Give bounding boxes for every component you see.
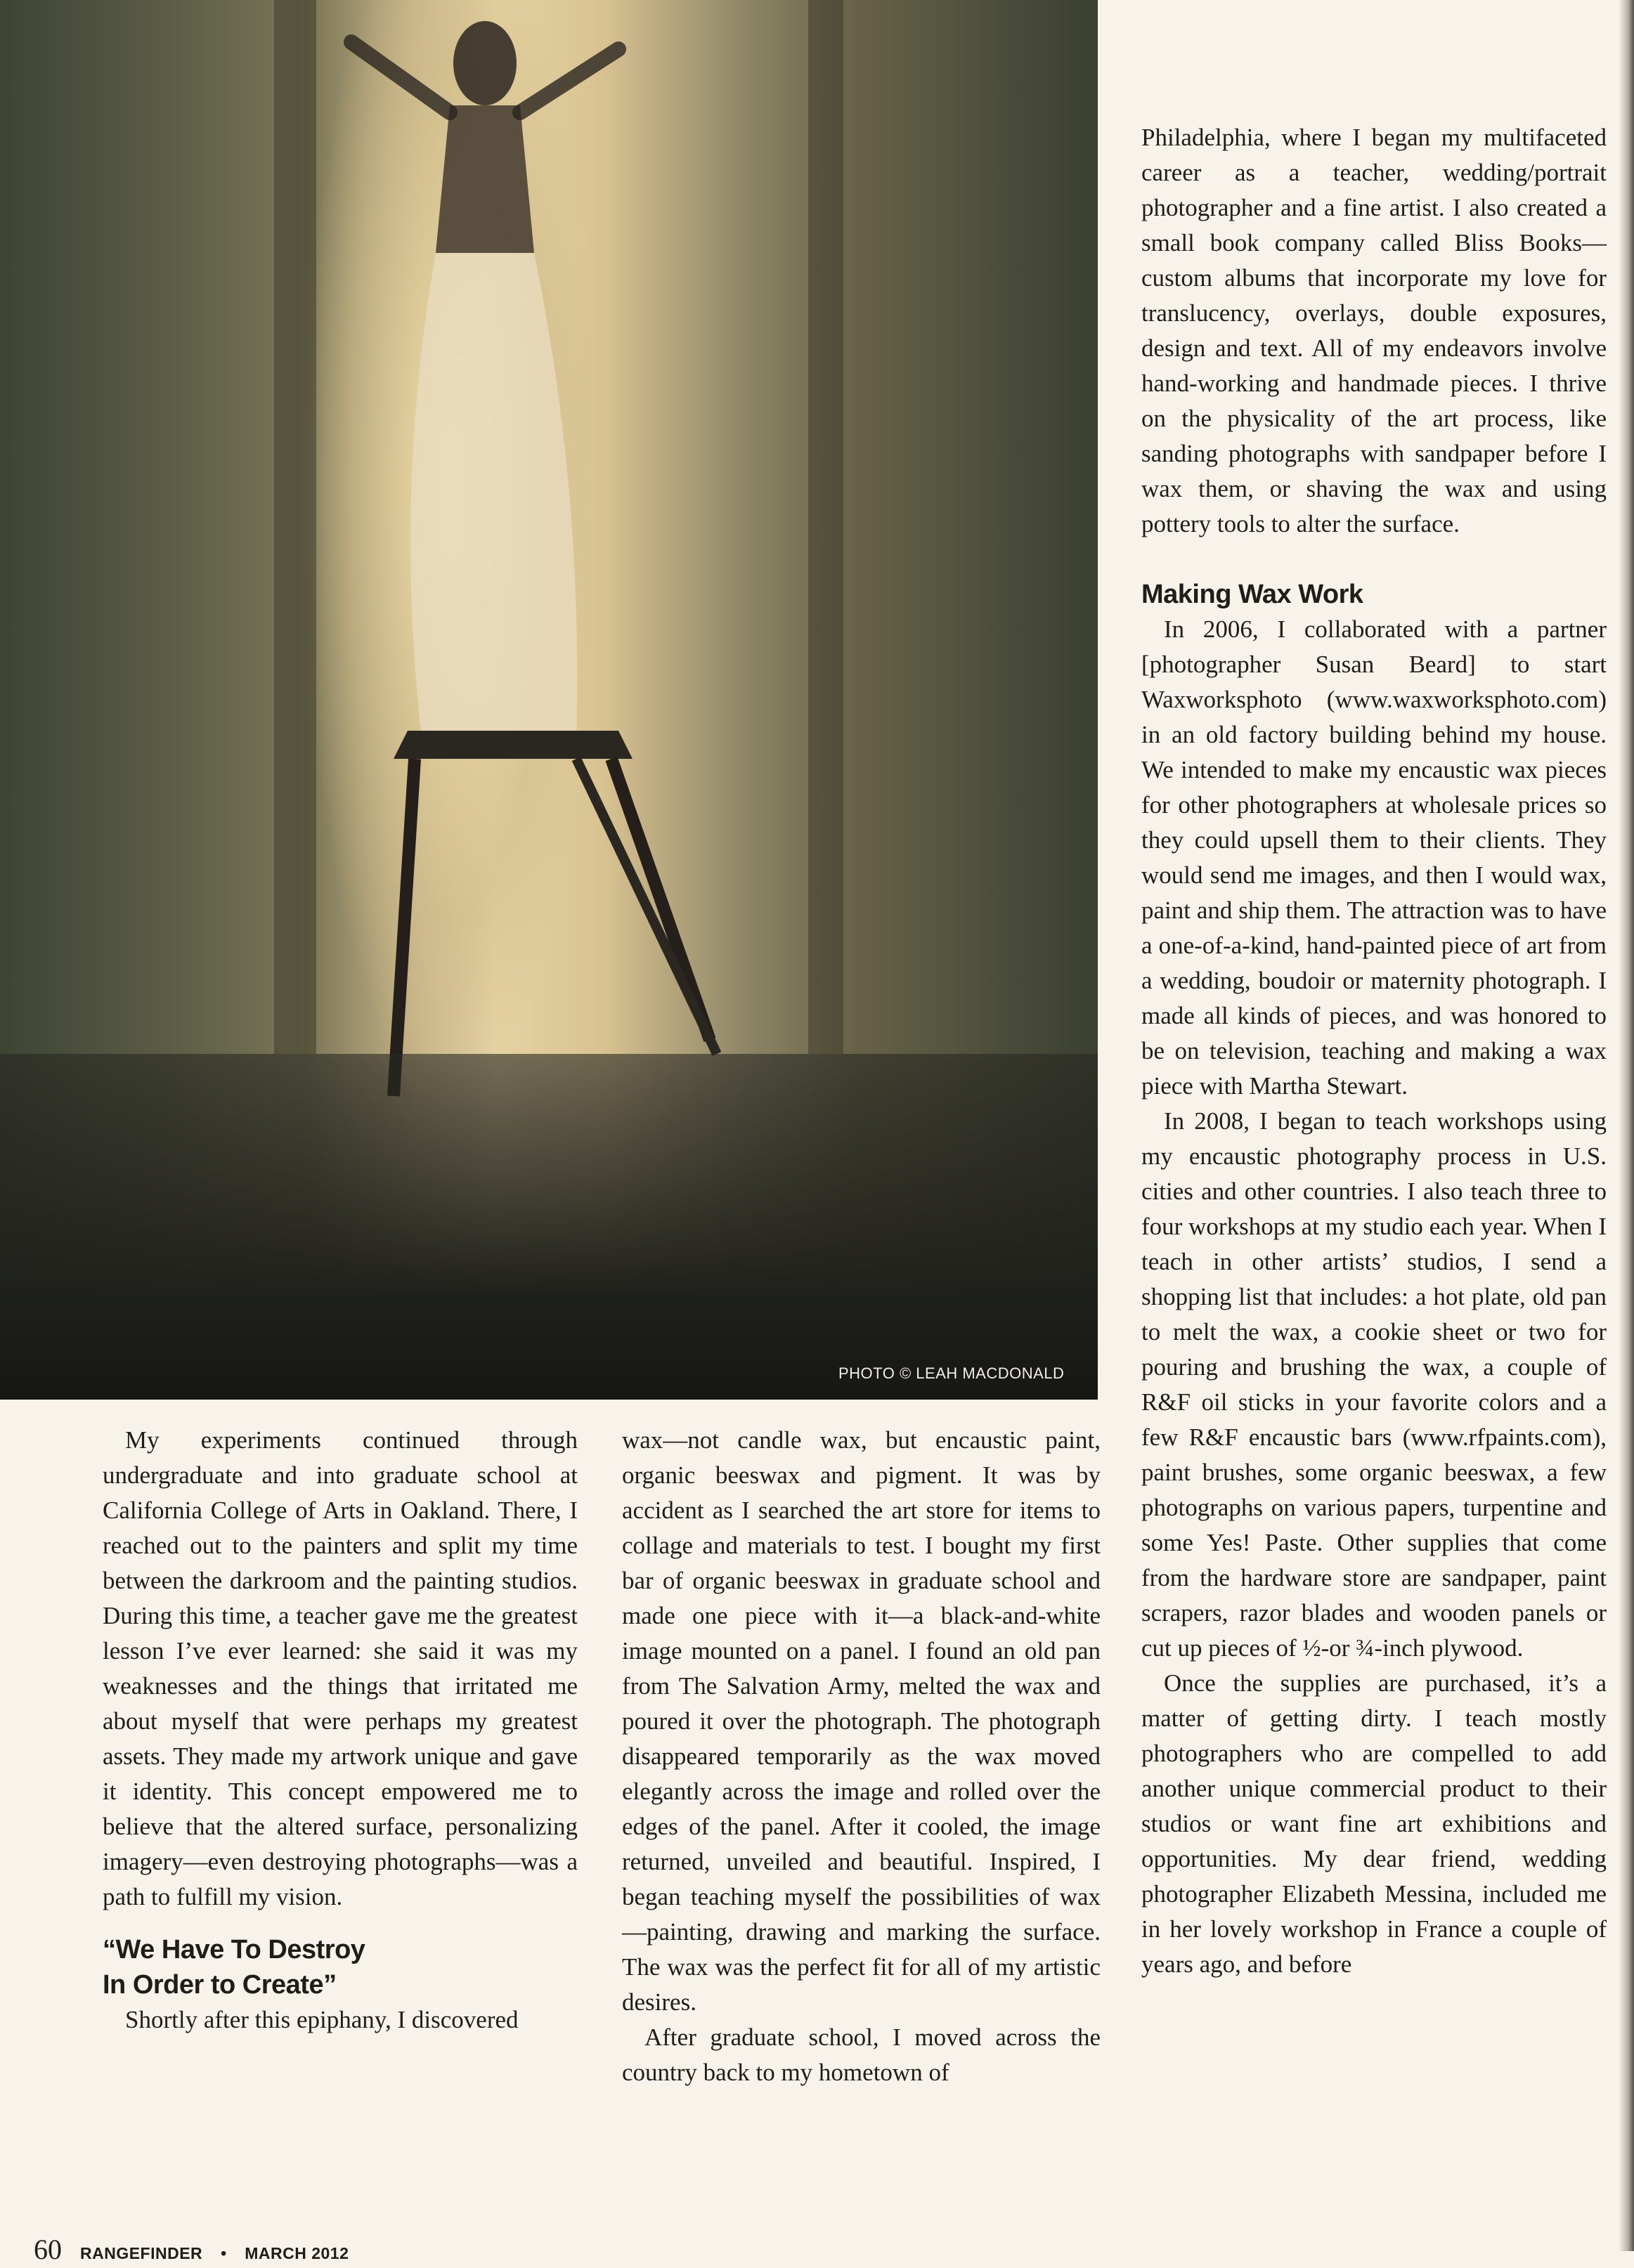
photo-credit: PHOTO © LEAH MACDONALD bbox=[838, 1364, 1065, 1382]
page-binding-shadow bbox=[1619, 0, 1634, 2251]
body-paragraph: Once the supplies are purchased, it’s a matter of getting dirty. I teach mostly photographers who are compelled to add another unique commercial product to their studios or want fine art exhibitions and opportunities. My dear friend, wedding photographer Elizabeth Messina, included me in her lovely workshop in France a couple of years ago, and before bbox=[1141, 1669, 1607, 1978]
article-photo bbox=[0, 0, 1098, 1400]
issue-date: MARCH 2012 bbox=[245, 2244, 349, 2262]
article-column-2 bbox=[622, 1423, 1101, 2090]
body-paragraph: My experiments continued through undergraduate and into graduate school at California College of Arts in Oakland. There, I reached out to the painters and split my time between the darkroom and the painting studios. During this time, a teacher gave me the greatest lesson I’ve ever learned: she said it was my weaknesses and the things that irritated me about myself that were perhaps my greatest assets. They made my artwork unique and gave it identity. This concept empowered me to believe that the altered surface, personalizing imagery—even destroying photographs—was a path to fulfill my vision. bbox=[103, 1426, 578, 1910]
body-paragraph: In 2008, I began to teach workshops using my encaustic photography process in U.S. cities and other countries. I also teach three to four workshops at my studio each year. When I teach in other artists’ studios, I send a shopping list that includes: a hot plate, old pan to melt the wax, a cookie sheet or two for pouring and brushing the wax, a couple of R&F oil sticks in your favorite colors and a few R&F encaustic bars (www.rfpaints.com), paint brushes, some organic beeswax, a few photographs on various papers, turpentine and some Yes! Paste. Other supplies that come from the hardware store are sandpaper, paint scrapers, razor blades and wooden panels or cut up pieces of ½-or ¾-inch plywood. bbox=[1141, 1107, 1607, 1662]
body-paragraph: Shortly after this epiphany, I discovered bbox=[125, 2006, 519, 2033]
section-heading-line-2: In Order to Create” bbox=[103, 1970, 337, 2000]
section-heading-line-1: “We Have To Destroy bbox=[103, 1935, 365, 1964]
footer-separator: • bbox=[221, 2244, 227, 2262]
article-column-3 bbox=[1141, 120, 1607, 1982]
body-paragraph: After graduate school, I moved across the country back to my hometown of bbox=[622, 2023, 1101, 2086]
page-footer bbox=[34, 2233, 349, 2268]
photo-floor bbox=[0, 1054, 1098, 1400]
section-heading bbox=[103, 1932, 578, 2002]
body-paragraph: In 2006, I collaborated with a partner [photographer Susan Beard] to start Waxworksphoto (www.waxworksphoto.com) in an old factory building behind my house. We intended to make my encaustic wax pieces for other photographers at wholesale prices so they could upsell them to their clients. They would send me images, and then I would wax, paint and ship them. The attraction was to have a one-of-a-kind, hand-painted piece of art from a wedding, boudoir or maternity photograph. I made all kinds of pieces, and was honored to be on television, teaching and making a wax piece with Martha Stewart. bbox=[1141, 615, 1607, 1100]
section-heading: Making Wax Work bbox=[1141, 580, 1363, 609]
body-paragraph: wax—not candle wax, but encaustic paint, organic beeswax and pigment. It was by accident as I searched the art store for items to collage and materials to test. I bought my first bar of organic beeswax in graduate school and made one piece with it—a black-and-white image mounted on a panel. I found an old pan from The Salvation Army, melted the wax and poured it over the photograph. The photograph disappeared temporarily as the wax moved elegantly across the image and rolled over the edges of the panel. After it cooled, the image returned, unveiled and beautiful. Inspired, I began teaching myself the possibilities of wax—painting, drawing and marking the surface. The wax was the perfect fit for all of my artistic desires. bbox=[622, 1426, 1101, 2016]
publication-name: RANGEFINDER bbox=[80, 2244, 203, 2262]
article-column-1 bbox=[103, 1423, 578, 2038]
page-number: 60 bbox=[34, 2234, 62, 2265]
body-paragraph: Philadelphia, where I began my multifaceted career as a teacher, wedding/portrait photographer and a fine artist. I also created a small book company called Bliss Books—custom albums that incorporate my love for translucency, overlays, double exposures, design and text. All of my endeavors involve hand-working and handmade pieces. I thrive on the physicality of the art process, like sanding photographs with sandpaper before I wax them, or shaving the wax and using pottery tools to alter the surface. bbox=[1141, 124, 1607, 537]
